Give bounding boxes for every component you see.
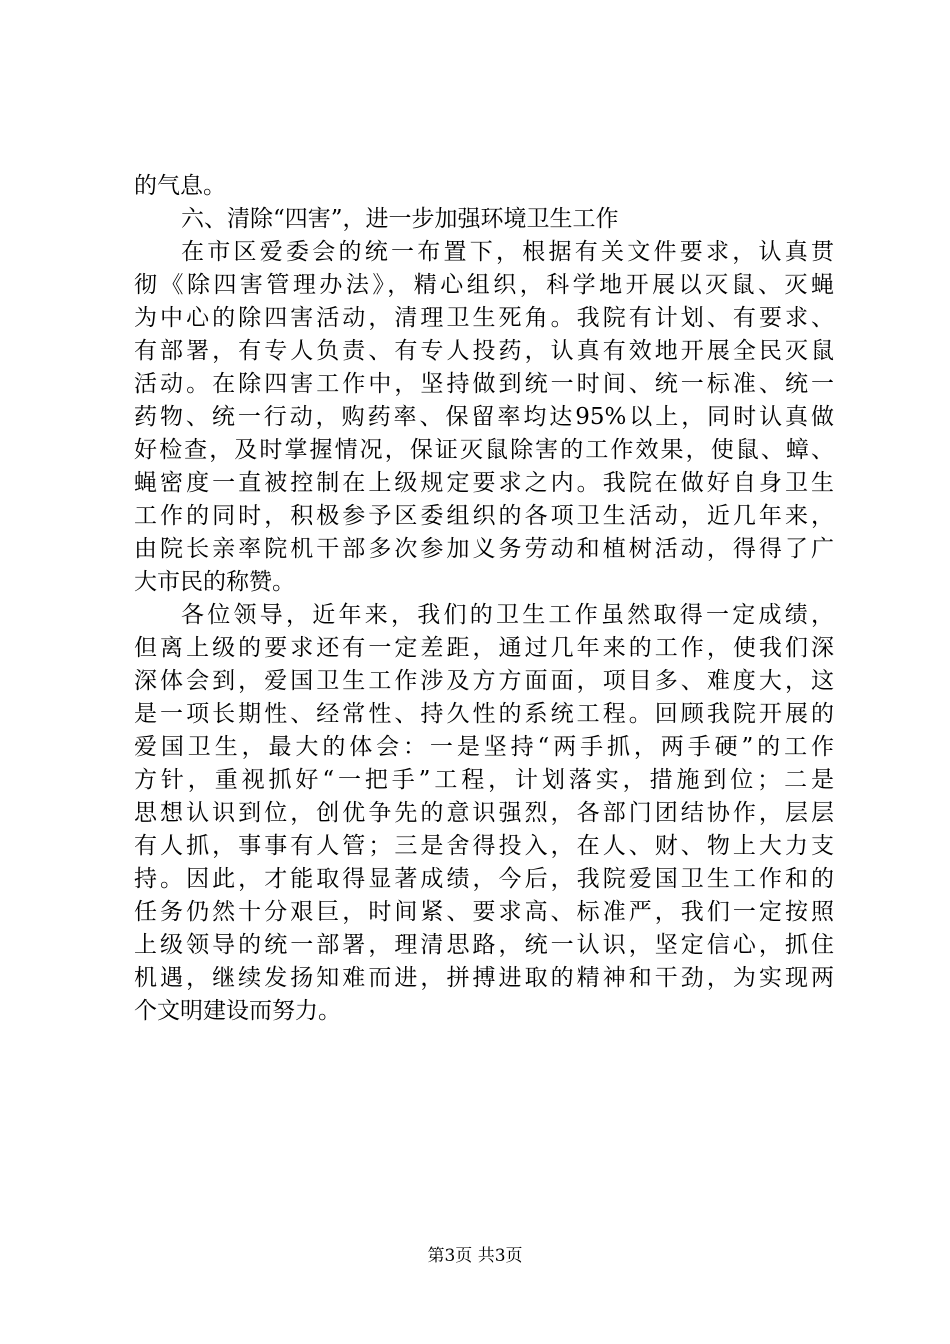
text-line: 深体会到，爱国卫生工作涉及方方面面，项目多、难度大，这 xyxy=(134,668,834,694)
text-line: 由院长亲率院机干部多次参加义务劳动和植树活动，得得了广 xyxy=(134,536,834,562)
text-line: 的气息。 xyxy=(134,173,226,199)
text-line: 为中心的除四害活动，清理卫生死角。我院有计划、有要求、 xyxy=(134,305,834,331)
text-line: 但离上级的要求还有一定差距，通过几年来的工作，使我们深 xyxy=(134,635,834,661)
text-line: 六、清除“四害”，进一步加强环境卫生工作 xyxy=(181,206,619,232)
text-line: 在市区爱委会的统一布置下，根据有关文件要求，认真贯 xyxy=(181,239,834,265)
text-line: 有人抓，事事有人管；三是舍得投入，在人、财、物上大力支 xyxy=(134,833,834,859)
text-line: 彻《除四害管理办法》，精心组织，科学地开展以灭鼠、灭蝇 xyxy=(134,272,834,298)
text-line: 工作的同时，积极参予区委组织的各项卫生活动，近几年来， xyxy=(134,503,834,529)
text-line: 好检查，及时掌握情况，保证灭鼠除害的工作效果，使鼠、蟑、 xyxy=(134,437,834,463)
text-line: 大市民的称赞。 xyxy=(134,569,295,595)
text-line: 个文明建设而努力。 xyxy=(134,998,341,1024)
text-line: 蝇密度一直被控制在上级规定要求之内。我院在做好自身卫生 xyxy=(134,470,834,496)
text-line: 爱国卫生，最大的体会：一是坚持“两手抓，两手硬”的工作 xyxy=(134,734,834,760)
text-line: 是一项长期性、经常性、持久性的系统工程。回顾我院开展的 xyxy=(134,701,834,727)
text-line: 上级领导的统一部署，理清思路，统一认识，坚定信心，抓住 xyxy=(134,932,834,958)
text-line: 持。因此，才能取得显著成绩，今后，我院爱国卫生工作和的 xyxy=(134,866,834,892)
text-line: 机遇，继续发扬知难而进，拼搏进取的精神和干劲，为实现两 xyxy=(134,965,834,991)
text-line: 活动。在除四害工作中，坚持做到统一时间、统一标准、统一 xyxy=(134,371,834,397)
text-line: 各位领导，近年来，我们的卫生工作虽然取得一定成绩， xyxy=(181,602,834,628)
text-line: 方针，重视抓好“一把手”工程，计划落实，措施到位；二是 xyxy=(134,767,834,793)
text-line: 思想认识到位，创优争先的意识强烈，各部门团结协作，层层 xyxy=(134,800,834,826)
text-line: 药物、统一行动，购药率、保留率均达95%以上，同时认真做 xyxy=(134,404,834,430)
document-body xyxy=(134,170,834,1028)
page-footer: 第3页 共3页 xyxy=(427,1246,523,1266)
text-line: 有部署，有专人负责、有专人投药，认真有效地开展全民灭鼠 xyxy=(134,338,834,364)
text-line: 任务仍然十分艰巨，时间紧、要求高、标准严，我们一定按照 xyxy=(134,899,834,925)
